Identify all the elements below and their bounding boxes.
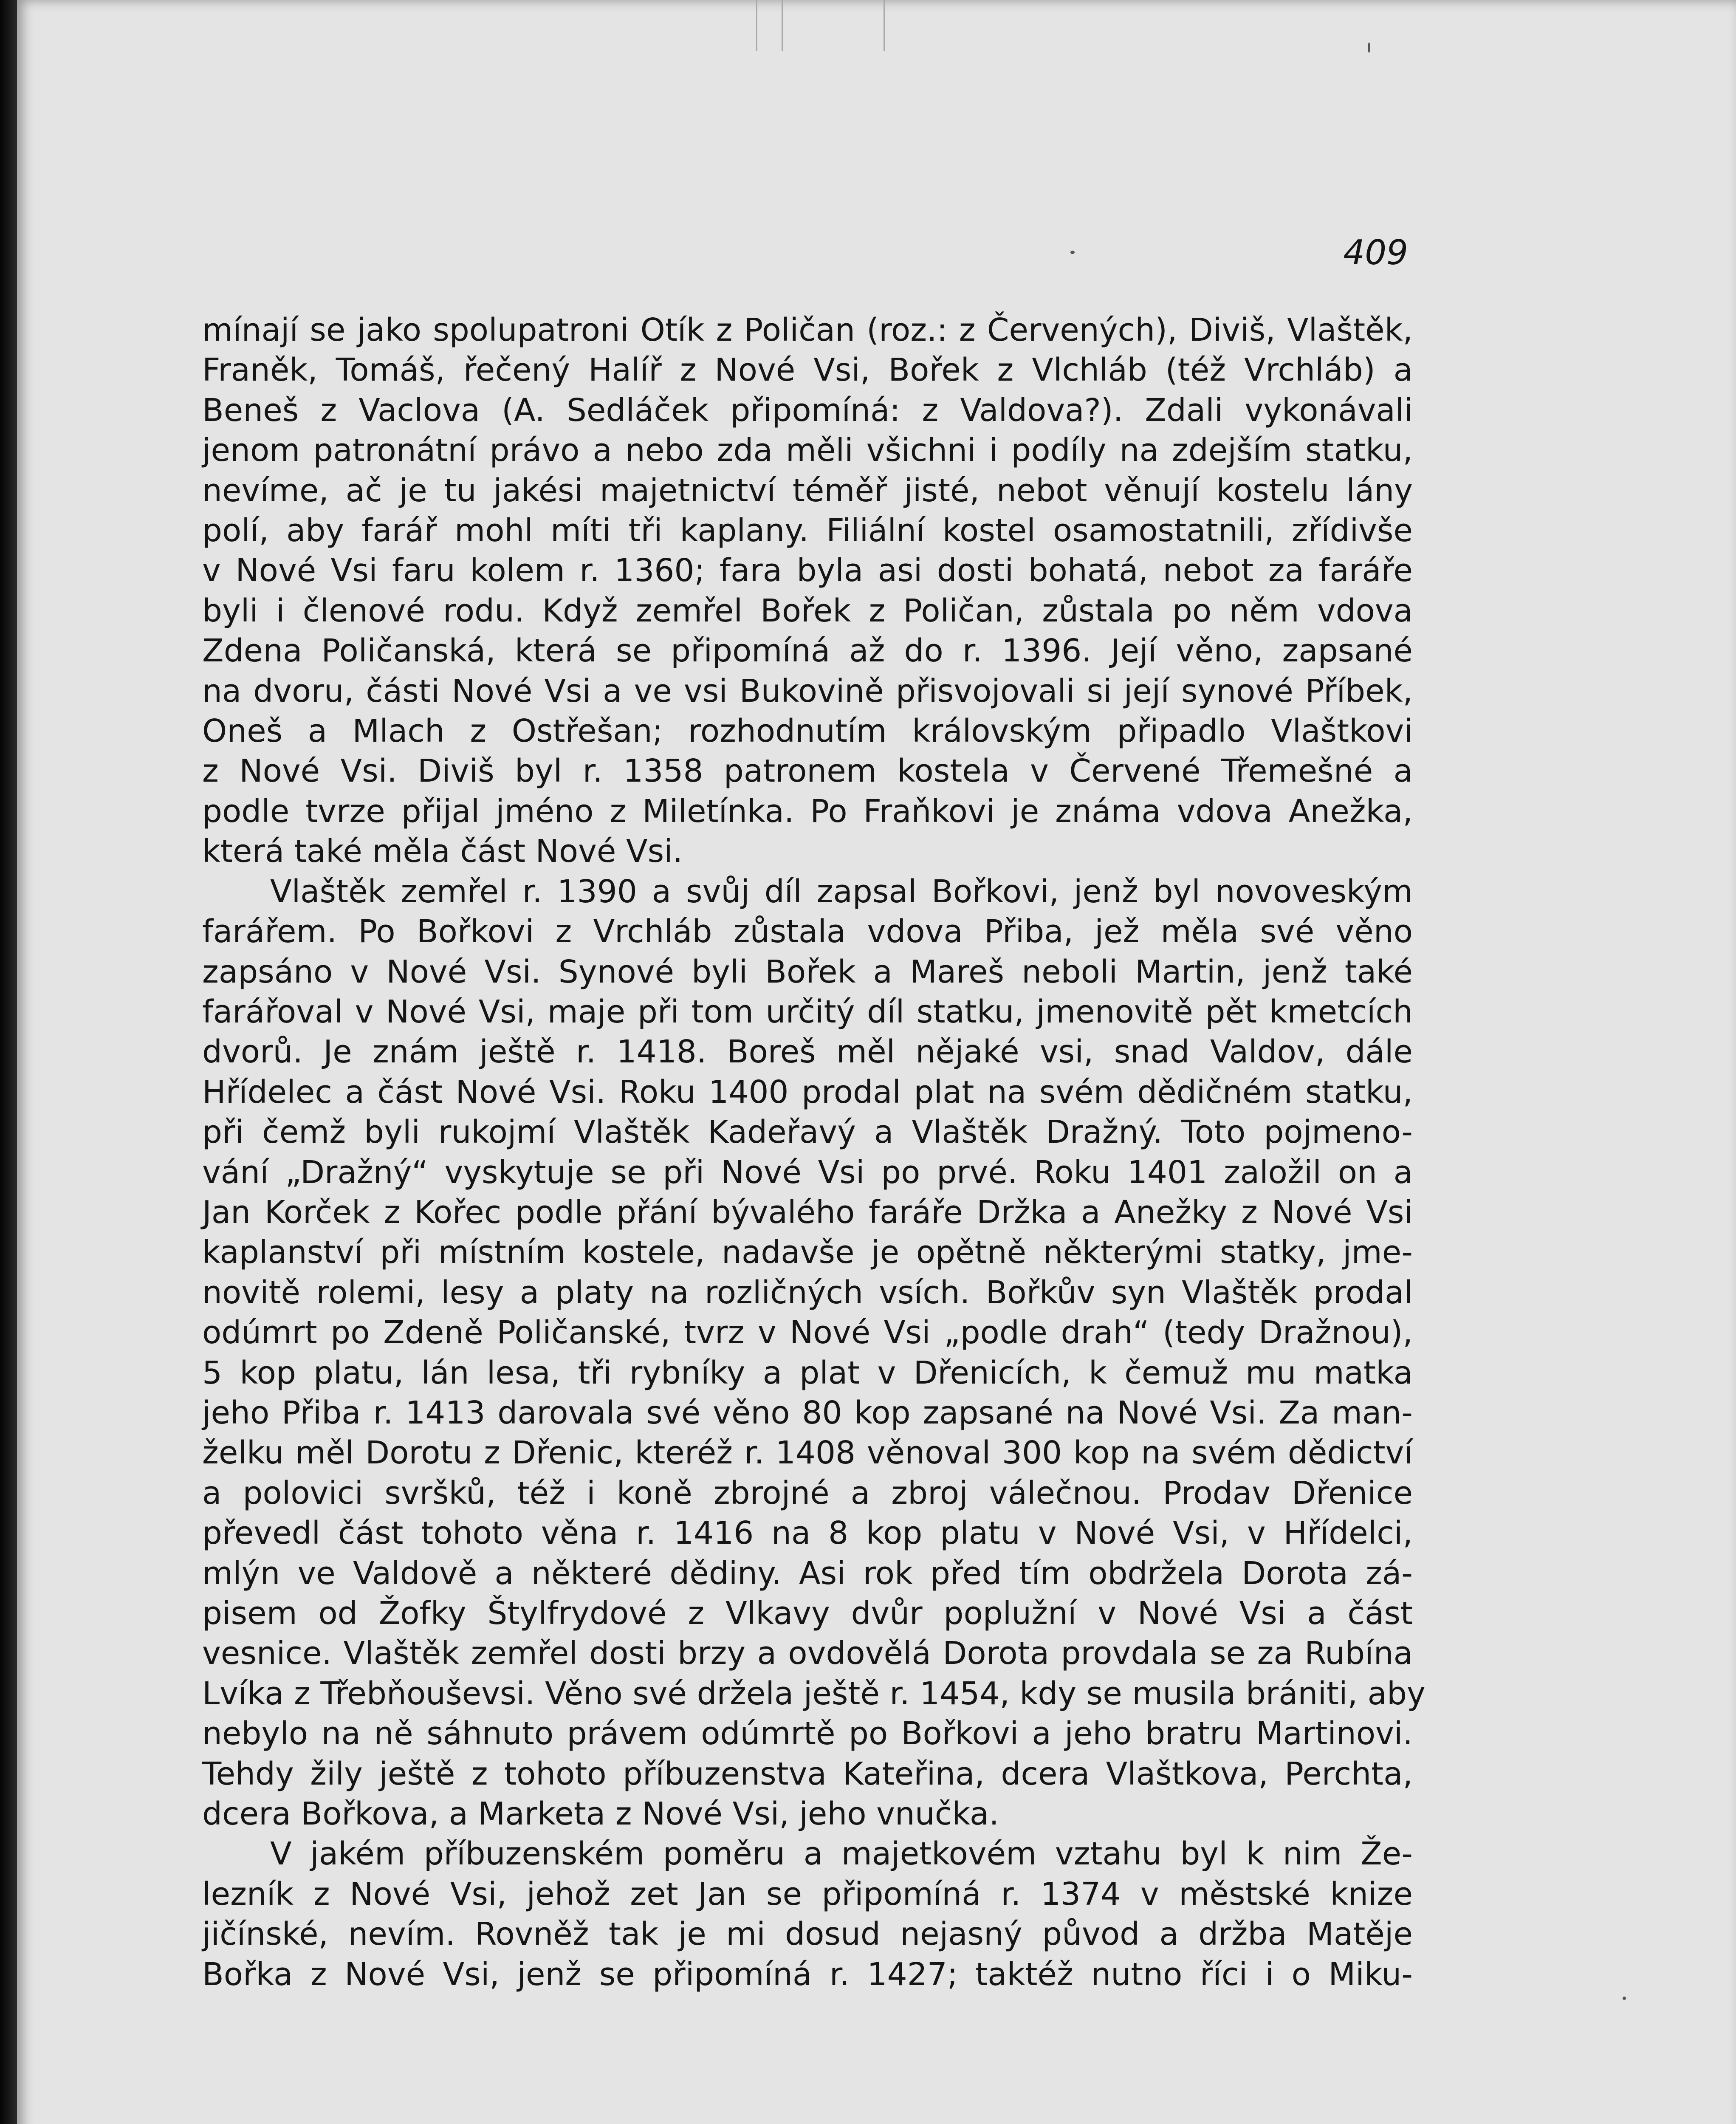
page-binding-edge xyxy=(0,0,17,2124)
text-line: 5 kop platu, lán lesa, tři rybníky a plat v Dřenicích, k čemuž mu matka xyxy=(202,1354,1413,1391)
text-line: Jan Korček z Kořec podle přání bývalého faráře Držka a Anežky z Nové Vsi xyxy=(202,1194,1413,1231)
scan-speck xyxy=(1368,42,1370,53)
text-line: nevíme, ač je tu jakési majetnictví téměř jisté, nebot věnují kostelu lány xyxy=(202,472,1413,509)
text-line: odúmrt po Zdeně Poličanské, tvrz v Nové Vsi „podle drah“ (tedy Dražnou), xyxy=(202,1314,1413,1351)
text-line: Beneš z Vaclova (A. Sedláček připomíná: z Valdova?). Zdali vykonávali xyxy=(202,392,1413,429)
text-line: Vlaštěk zemřel r. 1390 a svůj díl zapsal Bořkovi, jenž byl novoveským xyxy=(270,873,1413,910)
text-line: a polovici svršků, též i koně zbrojné a zbroj válečnou. Prodav Dřenice xyxy=(202,1474,1413,1511)
text-line: farářem. Po Bořkovi z Vrchláb zůstala vdova Přiba, jež měla své věno xyxy=(202,913,1413,950)
text-line: farářoval v Nové Vsi, maje při tom určitý díl statku, jmenovitě pět kmetcích xyxy=(202,993,1413,1030)
text-line: mínají se jako spolupatroni Otík z Poličan (roz.: z Červených), Diviš, Vlaštěk, xyxy=(202,312,1413,348)
text-line: Lvíka z Třebňouševsi. Věno své držela ještě r. 1454, kdy se musila brániti, aby xyxy=(202,1675,1425,1712)
text-line: Hřídelec a část Nové Vsi. Roku 1400 prodal plat na svém dědičném statku, xyxy=(202,1073,1413,1110)
scan-speck xyxy=(1623,1997,1626,2000)
top-scan-mark xyxy=(782,0,783,51)
book-page xyxy=(17,0,1736,2124)
text-line: Zdena Poličanská, která se připomíná až do r. 1396. Její věno, zapsané xyxy=(202,633,1413,669)
text-line: Tehdy žily ještě z tohoto příbuzenstva Kateřina, dcera Vlaštkova, Perchta, xyxy=(202,1755,1413,1792)
text-line: vesnice. Vlaštěk zemřel dosti brzy a ovdovělá Dorota provdala se za Rubína xyxy=(202,1635,1413,1672)
text-line: mlýn ve Valdově a některé dědiny. Asi rok před tím obdržela Dorota zá- xyxy=(202,1555,1413,1592)
page-number: 409 xyxy=(1343,233,1408,272)
text-line: kaplanství při místním kostele, nadavše je opětně některými statky, jme- xyxy=(202,1234,1413,1271)
text-line: pisem od Žofky Štylfrydové z Vlkavy dvůr poplužní v Nové Vsi a část xyxy=(202,1595,1413,1632)
text-line: dcera Bořkova, a Marketa z Nové Vsi, jeho vnučka. xyxy=(202,1796,999,1833)
text-line: lezník z Nové Vsi, jehož zet Jan se připomíná r. 1374 v městské knize xyxy=(202,1875,1413,1912)
text-line: polí, aby farář mohl míti tři kaplany. Filiální kostel osamostatnili, zřídivše xyxy=(202,512,1413,549)
text-line: Bořka z Nové Vsi, jenž se připomíná r. 1427; taktéž nutno říci i o Miku- xyxy=(202,1956,1413,1993)
text-line: jeho Přiba r. 1413 darovala své věno 80 kop zapsané na Nové Vsi. Za man- xyxy=(202,1394,1413,1431)
text-line: v Nové Vsi faru kolem r. 1360; fara byla asi dosti bohatá, nebot za faráře xyxy=(202,552,1413,589)
text-line: jičínské, nevím. Rovněž tak je mi dosud nejasný původ a držba Matěje xyxy=(202,1916,1413,1953)
text-line: podle tvrze přijal jméno z Miletínka. Po Fraňkovi je známa vdova Anežka, xyxy=(202,793,1413,830)
text-line: V jakém příbuzenském poměru a majetkovém vztahu byl k nim Že- xyxy=(270,1836,1413,1873)
text-line: byli i členové rodu. Když zemřel Bořek z Poličan, zůstala po něm vdova xyxy=(202,592,1413,629)
top-scan-mark xyxy=(884,0,885,51)
text-line: převedl část tohoto věna r. 1416 na 8 kop platu v Nové Vsi, v Hřídelci, xyxy=(202,1515,1413,1552)
text-line: zapsáno v Nové Vsi. Synové byli Bořek a Mareš neboli Martin, jenž také xyxy=(202,953,1413,990)
text-line: která také měla část Nové Vsi. xyxy=(202,833,683,870)
text-line: vání „Dražný“ vyskytuje se při Nové Vsi po prvé. Roku 1401 založil on a xyxy=(202,1154,1413,1191)
text-line: želku měl Dorotu z Dřenic, kteréž r. 1408 věnoval 300 kop na svém dědictví xyxy=(202,1435,1413,1472)
top-scan-mark xyxy=(756,0,757,51)
text-line: nebylo na ně sáhnuto právem odúmrtě po Bořkovi a jeho bratru Martinovi. xyxy=(202,1715,1413,1752)
text-line: Franěk, Tomáš, řečený Halíř z Nové Vsi, Bořek z Vlchláb (též Vrchláb) a xyxy=(202,352,1413,389)
text-line: při čemž byli rukojmí Vlaštěk Kadeřavý a Vlaštěk Dražný. Toto pojmeno- xyxy=(202,1114,1413,1151)
text-line: Oneš a Mlach z Ostřešan; rozhodnutím královským připadlo Vlaštkovi xyxy=(202,713,1413,750)
text-line: na dvoru, části Nové Vsi a ve vsi Bukovině přisvojovali si její synové Příbek, xyxy=(202,672,1413,709)
text-line: dvorů. Je znám ještě r. 1418. Boreš měl nějaké vsi, snad Valdov, dále xyxy=(202,1034,1413,1070)
text-line: z Nové Vsi. Diviš byl r. 1358 patronem kostela v Červené Třemešné a xyxy=(202,753,1413,790)
scan-speck xyxy=(1070,251,1075,254)
body-text xyxy=(202,310,1425,1994)
text-line: jenom patronátní právo a nebo zda měli všichni i podíly na zdejším statku, xyxy=(202,432,1413,469)
text-line: novitě rolemi, lesy a platy na rozličných vsích. Bořkův syn Vlaštěk prodal xyxy=(202,1274,1413,1311)
